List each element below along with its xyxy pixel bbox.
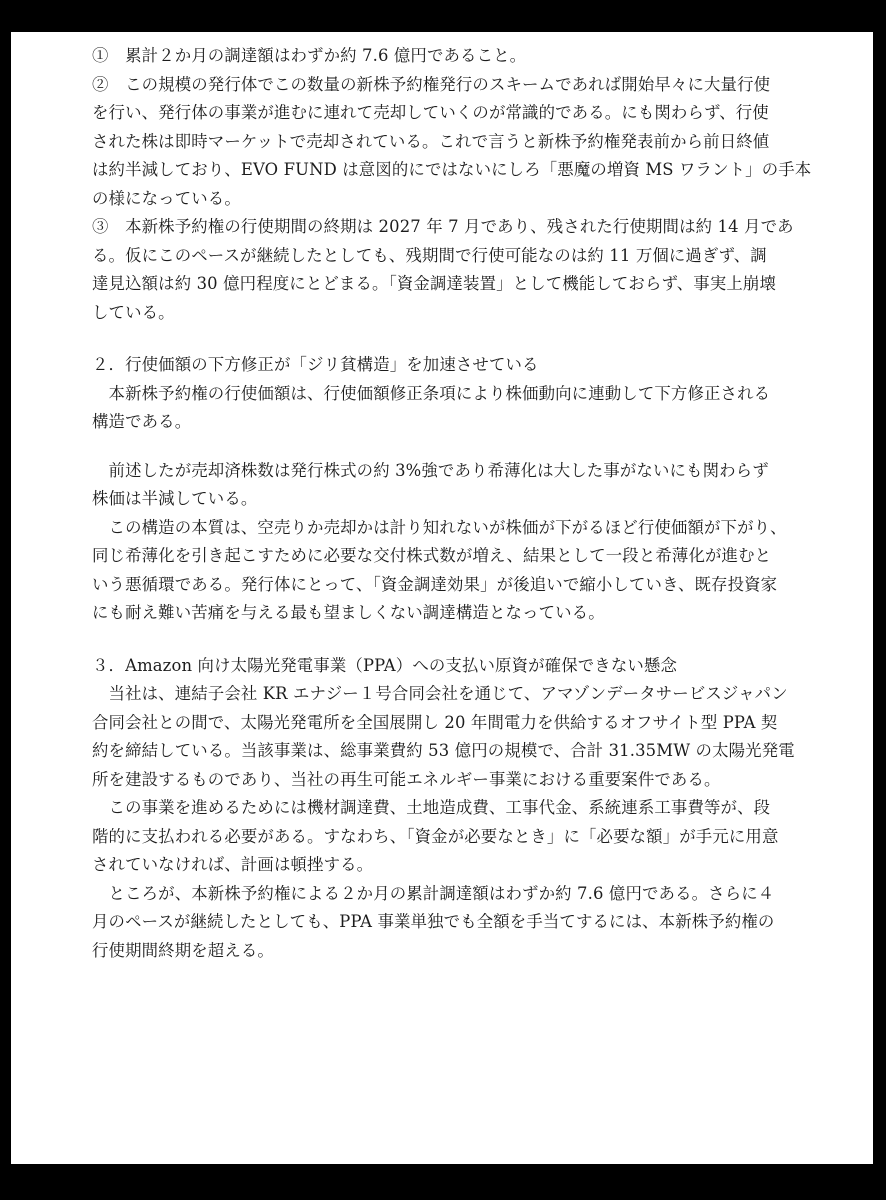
text-line: された株は即時マーケットで売却されている。これで言うと新株予約権発表前から前日終値 — [92, 131, 770, 151]
document-body — [92, 42, 812, 965]
text-line: している。 — [92, 302, 175, 322]
list-item-1: ① 累計２か月の調達額はわずか約 7.6 億円であること。 — [92, 46, 527, 65]
text-line: にも耐え難い苦痛を与える最も望ましくない調達構造となっている。 — [92, 603, 605, 622]
text-line: 合同会社との間で、太陽光発電所を全国展開し 20 年間電力を供給するオフサイト型 PPA 契 — [92, 712, 778, 732]
text-line: この構造の本質は、空売りか売却かは計り知れないが株価が下がるほど行使価額が下がり、 — [92, 517, 787, 537]
text-line: 所を建設するものであり、当社の再生可能エネルギー事業における重要案件である。 — [92, 769, 721, 789]
text-line: されていなければ、計画は頓挫する。 — [92, 855, 374, 874]
text-line: 前述したが売却済株数は発行株式の約 3%強であり希薄化は大した事がないにも関わらず — [92, 460, 769, 480]
text-line: 同じ希薄化を引き起こすために必要な交付株式数が増え、結果として一段と希薄化が進むと — [92, 546, 772, 565]
section-3 — [92, 652, 812, 966]
text-line: の様になっている。 — [92, 188, 241, 208]
list-item-3: ③ 本新株予約権の行使期間の終期は 2027 年 7 月であり、残された行使期間は約 14 月であ — [92, 217, 794, 236]
text-line: この事業を進めるためには機材調達費、土地造成費、工事代金、系統連系工事費等が、段 — [92, 798, 771, 817]
text-line: を行い、発行体の事業が進むに連れて売却していくのが常識的である。にも関わらず、行使 — [92, 103, 769, 122]
section-heading: ２．行使価額の下方修正が「ジリ貧構造」を加速させている — [92, 355, 539, 374]
text-line: る。仮にこのペースが継続したとしても、残期間で行使可能なのは約 11 万個に過ぎず、調 — [92, 245, 767, 265]
text-line: 株価は半減している。 — [92, 489, 258, 508]
document-page — [11, 32, 873, 1164]
text-line: 行使期間終期を超える。 — [92, 940, 274, 960]
text-line: いう悪循環である。発行体にとって、「資金調達効果」が後追いで縮小していき、既存投資家 — [92, 574, 778, 594]
text-line: 構造である。 — [92, 412, 192, 431]
text-line: 達見込額は約 30 億円程度にとどまる。「資金調達装置」として機能しておらず、事実上崩壊 — [92, 274, 776, 293]
section-2-paragraphs — [92, 457, 812, 628]
text-line: 本新株予約権の行使価額は、行使価額修正条項により株価動向に連動して下方修正される — [92, 383, 771, 403]
list-item-2: ② この規模の発行体でこの数量の新株予約権発行のスキームであれば開始早々に大量行使 — [92, 74, 771, 94]
text-line: は約半減しており、EVO FUND は意図的にではないにしろ「悪魔の増資 MS ワラント」の手本 — [92, 160, 812, 179]
section-heading: ３．Amazon 向け太陽光発電事業（PPA）への支払い原資が確保できない懸念 — [92, 655, 677, 675]
text-line: 当社は、連結子会社 KR エナジー１号合同会社を通じて、アマゾンデータサービスジャパン — [92, 684, 788, 703]
text-line: 約を締結している。当該事業は、総事業費約 53 億円の規模で、合計 31.35MW の太陽光発電 — [92, 741, 795, 760]
text-line: 階的に支払われる必要がある。すなわち、「資金が必要なとき」に「必要な額」が手元に用意 — [92, 826, 779, 846]
text-line: ところが、本新株予約権による２か月の累計調達額はわずか約 7.6 億円である。さらに４ — [92, 883, 775, 903]
numbered-list — [92, 42, 812, 327]
text-line: 月のペースが継続したとしても、PPA 事業単独でも全額を手当てするには、本新株予約権の — [92, 912, 775, 931]
section-2 — [92, 351, 812, 437]
